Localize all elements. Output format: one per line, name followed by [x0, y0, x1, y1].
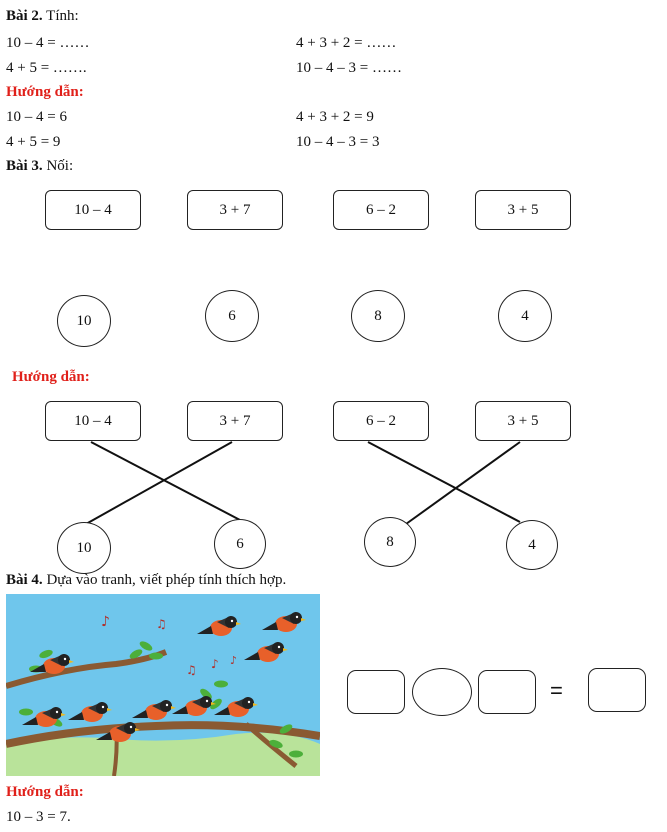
bai2-title: Bài 2.	[6, 8, 43, 24]
match-line-2	[86, 442, 232, 524]
expression-box-1[interactable]: 10 – 4	[45, 190, 141, 230]
equals-sign: =	[550, 678, 563, 703]
answer-box-result[interactable]	[588, 668, 646, 712]
bai3-title: Bài 3.	[6, 158, 43, 174]
svg-text:♪: ♪	[230, 654, 238, 667]
bai4-heading	[6, 571, 286, 589]
bai4-instruction: Dựa vào tranh, viết phép tính thích hợp.	[46, 572, 287, 588]
birds-illustration	[6, 594, 320, 776]
answer-result-circle-3: 8	[364, 517, 416, 567]
result-circle-3[interactable]: 8	[351, 290, 405, 342]
bai2-instruction: Tính:	[46, 8, 79, 24]
svg-text:♫: ♫	[156, 617, 167, 631]
bai2-answer-1: 10 – 4 = 6	[6, 109, 67, 125]
bai4-answer: 10 – 3 = 7.	[6, 809, 71, 825]
svg-text:♫: ♫	[186, 663, 197, 677]
bai2-exercise-4: 10 – 4 – 3 = ……	[296, 60, 402, 76]
bai2-exercise-2: 4 + 3 + 2 = ……	[296, 35, 397, 51]
operator-oval[interactable]	[412, 668, 472, 716]
answer-result-circle-1: 10	[57, 522, 111, 574]
answer-expression-box-1: 10 – 4	[45, 401, 141, 441]
result-circle-2[interactable]: 6	[205, 290, 259, 342]
expression-box-4[interactable]: 3 + 5	[475, 190, 571, 230]
result-circle-1[interactable]: 10	[57, 295, 111, 347]
expression-box-3[interactable]: 6 – 2	[333, 190, 429, 230]
answer-box-2[interactable]	[478, 670, 536, 714]
answer-expression-box-3: 6 – 2	[333, 401, 429, 441]
svg-text:♪: ♪	[211, 657, 219, 671]
match-line-4	[406, 442, 520, 524]
expression-box-2[interactable]: 3 + 7	[187, 190, 283, 230]
answer-box-1[interactable]	[347, 670, 405, 714]
bai2-exercise-1: 10 – 4 = ……	[6, 35, 90, 51]
bai3-guide-label: Hướng dẫn:	[12, 369, 90, 385]
bai4-guide-label: Hướng dẫn:	[6, 784, 84, 800]
bai2-guide-label: Hướng dẫn:	[6, 84, 84, 100]
bai2-answer-4: 10 – 4 – 3 = 3	[296, 134, 380, 150]
answer-result-circle-2: 6	[214, 519, 266, 569]
birds-scene	[6, 594, 320, 776]
bai3-instruction: Nối:	[46, 158, 74, 174]
svg-text:♪: ♪	[101, 614, 110, 630]
answer-result-circle-4: 4	[506, 520, 558, 570]
answer-expression-box-2: 3 + 7	[187, 401, 283, 441]
result-circle-4[interactable]: 4	[498, 290, 552, 342]
bai2-answer-2: 4 + 3 + 2 = 9	[296, 109, 374, 125]
answer-expression-box-4: 3 + 5	[475, 401, 571, 441]
match-line-3	[368, 442, 520, 522]
bai4-title: Bài 4.	[6, 572, 43, 588]
bai2-exercise-3: 4 + 5 = …….	[6, 60, 87, 76]
bai2-answer-3: 4 + 5 = 9	[6, 134, 61, 150]
